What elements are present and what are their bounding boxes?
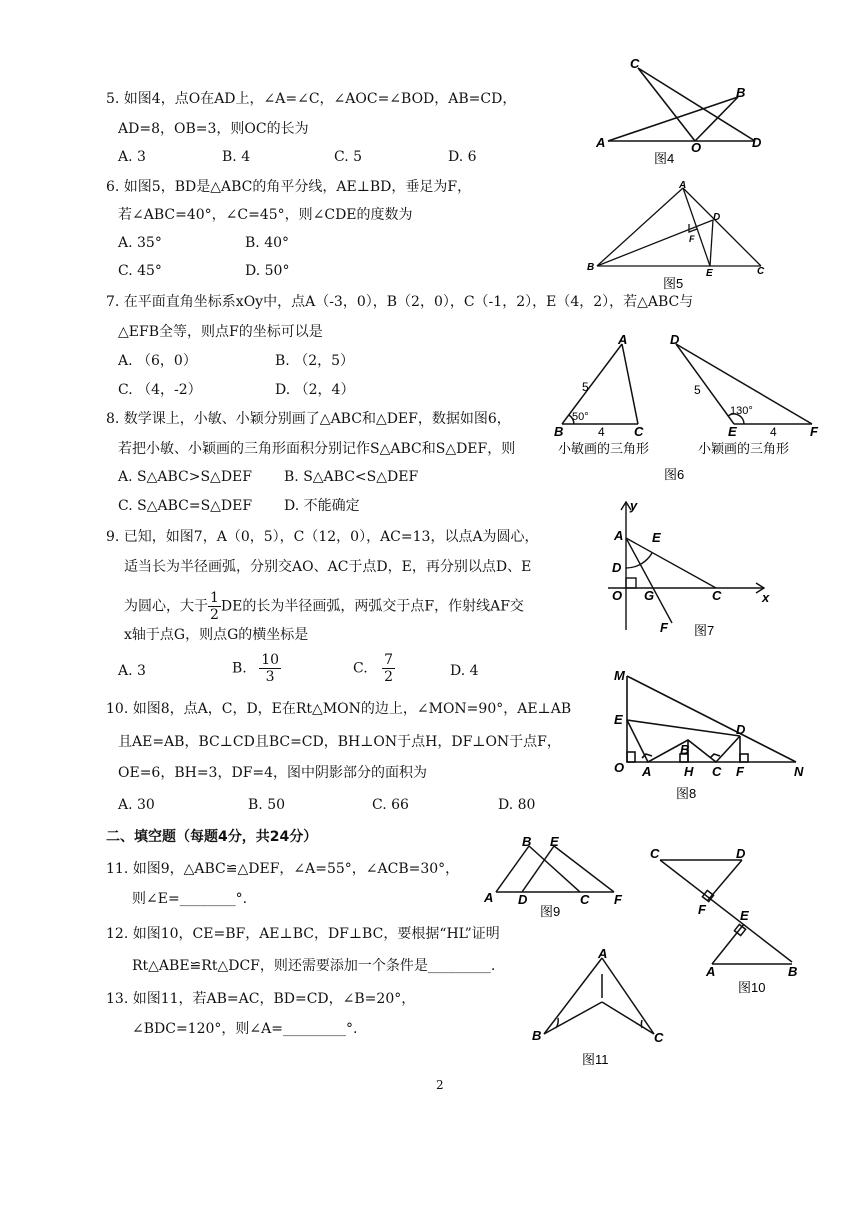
svg-text:E: E — [614, 712, 623, 727]
svg-text:C: C — [712, 588, 722, 603]
q10-opt-b: B. 50 — [248, 797, 286, 813]
svg-text:A: A — [679, 180, 687, 191]
svg-text:A: A — [596, 135, 606, 150]
svg-text:D: D — [670, 332, 680, 347]
q8-opt-d: D. 不能确定 — [284, 498, 360, 514]
svg-text:G: G — [644, 588, 655, 603]
svg-text:F: F — [689, 234, 695, 244]
svg-text:N: N — [794, 764, 804, 779]
fig9-caption: 图9 — [540, 904, 561, 919]
q10-opt-d: D. 80 — [498, 797, 536, 813]
q6-line2: 若∠ABC=40°，∠C=45°，则∠CDE的度数为 — [118, 207, 413, 223]
figure-7 — [604, 498, 779, 643]
svg-text:x: x — [762, 590, 770, 605]
svg-text:E: E — [728, 424, 737, 439]
q9-line3-a: 为圆心，大于 — [124, 598, 208, 615]
svg-text:C: C — [630, 56, 640, 71]
svg-text:A: A — [614, 528, 624, 543]
fig6-caption: 图6 — [664, 467, 685, 482]
svg-text:M: M — [614, 668, 625, 683]
fig6-label-50: 50° — [572, 411, 589, 423]
svg-text:B: B — [554, 424, 564, 439]
svg-text:F: F — [810, 424, 818, 439]
q7-opt-b: B. （2，5） — [275, 353, 355, 369]
svg-text:H: H — [684, 764, 694, 779]
svg-text:O: O — [691, 140, 702, 155]
svg-text:D: D — [736, 722, 746, 737]
svg-text:O: O — [614, 760, 625, 775]
q6-line1: 6. 如图5，BD是△ABC的角平分线，AE⊥BD，垂足为F， — [106, 179, 472, 195]
svg-text:F: F — [698, 902, 706, 917]
q13-line1: 13. 如图11，若AB=AC，BD=CD，∠B=20°， — [106, 991, 416, 1007]
svg-text:B: B — [522, 834, 532, 849]
q11-line1: 11. 如图9，△ABC≌△DEF，∠A=55°，∠ACB=30°， — [106, 861, 460, 877]
q9-fraction: $\frac{1}{2}$ — [210, 590, 219, 623]
q5-line1: 5. 如图4，点O在AD上，∠A=∠C，∠AOC=∠BOD，AB=CD， — [106, 91, 517, 107]
q6-opt-a: A. 35° — [118, 235, 162, 251]
svg-text:D: D — [713, 212, 721, 223]
figure-9 — [484, 832, 634, 920]
q7-opt-a: A. （6，0） — [118, 353, 197, 369]
fig7-caption: 图7 — [694, 623, 715, 638]
svg-text:F: F — [660, 620, 668, 635]
q10-opt-c: C. 66 — [372, 797, 409, 813]
q12-line2: Rt△ABE≌Rt△DCF，则还需要添加一个条件是_________. — [132, 958, 496, 974]
fig6-label-5-right: 5 — [694, 383, 701, 397]
fig6-right-caption: 小颖画的三角形 — [698, 441, 790, 456]
q5-line2: AD=8，OB=3，则OC的长为 — [118, 121, 309, 137]
q9-line1: 9. 已知，如图7，A（0，5），C（12，0），AC=13，以点A为圆心， — [106, 529, 539, 545]
q5-opt-a: A. 3 — [118, 149, 146, 165]
q6-opt-c: C. 45° — [118, 263, 162, 279]
svg-text:O: O — [612, 588, 623, 603]
svg-text:F: F — [614, 892, 622, 907]
section-title-fill-in: 二、填空题（每题4分，共24分） — [106, 829, 318, 845]
svg-text:F: F — [736, 764, 744, 779]
fig6-label-4-right: 4 — [770, 425, 777, 439]
q7-opt-c: C. （4，-2） — [118, 382, 202, 398]
figure-4 — [590, 55, 770, 170]
q10-line2: 且AE=AB，BC⊥CD且BC=CD，BH⊥ON于点H，DF⊥ON于点F， — [118, 734, 561, 750]
svg-text:D: D — [518, 892, 528, 907]
fig6-left-caption: 小敏画的三角形 — [558, 441, 650, 456]
svg-text:E: E — [550, 834, 559, 849]
svg-text:D: D — [612, 560, 622, 575]
q7-opt-d: D. （2，4） — [275, 382, 355, 398]
fig5-caption: 图5 — [663, 276, 684, 291]
figure-8 — [608, 664, 813, 809]
svg-text:B: B — [736, 85, 746, 100]
q9-opt-a: A. 3 — [118, 663, 146, 679]
svg-text:C: C — [580, 892, 590, 907]
svg-text:B: B — [788, 964, 798, 979]
q7-line2: △EFB全等，则点F的坐标可以是 — [118, 324, 323, 340]
figure-5 — [585, 178, 780, 293]
q9-line3 — [124, 590, 524, 623]
svg-text:D: D — [752, 135, 762, 150]
q6-opt-b: B. 40° — [245, 235, 290, 251]
svg-text:B: B — [680, 742, 690, 757]
fig6-label-130: 130° — [730, 405, 753, 417]
page-number: 2 — [436, 1078, 444, 1092]
q9-line3-b: DE的长为半径画弧，两弧交于点F，作射线AF交 — [220, 598, 524, 615]
svg-text:C: C — [757, 266, 765, 277]
svg-text:C: C — [654, 1030, 664, 1045]
figure-11 — [528, 948, 678, 1073]
q13-line2: ∠BDC=120°，则∠A=_________°. — [132, 1021, 358, 1037]
q8-line1: 8. 数学课上，小敏、小颖分别画了△ABC和△DEF，数据如图6， — [106, 411, 511, 427]
q5-opt-d: D. 6 — [448, 149, 477, 165]
svg-text:B: B — [532, 1028, 542, 1043]
q9-line4: x轴于点G，则点G的横坐标是 — [124, 627, 309, 643]
svg-text:B: B — [587, 262, 595, 273]
fig4-caption: 图4 — [654, 151, 675, 166]
svg-text:A: A — [618, 332, 628, 347]
q5-opt-c: C. 5 — [334, 149, 363, 165]
svg-text:A: A — [598, 946, 608, 961]
q9-opt-c: C. $\frac{7}{2}$ — [353, 652, 394, 685]
fig11-caption: 图11 — [582, 1052, 609, 1067]
q12-line1: 12. 如图10，CE=BF，AE⊥BC，DF⊥BC，要根据“HL”证明 — [106, 926, 500, 942]
svg-text:A: A — [706, 964, 716, 979]
fig10-caption: 图10 — [738, 980, 766, 995]
q8-line2: 若把小敏、小颖画的三角形面积分别记作S△ABC和S△DEF，则 — [118, 441, 516, 457]
svg-text:E: E — [740, 908, 749, 923]
q10-line1: 10. 如图8，点A，C，D，E在Rt△MON的边上，∠MON=90°，AE⊥AB — [106, 701, 572, 717]
q10-opt-a: A. 30 — [118, 797, 155, 813]
figure-6 — [548, 332, 838, 486]
fig6-label-5-left: 5 — [582, 380, 589, 394]
q9-opt-b: B. $\frac{10}{3}$ — [232, 652, 280, 685]
svg-text:C: C — [712, 764, 722, 779]
q10-line3: OE=6，BH=3，DF=4，图中阴影部分的面积为 — [118, 765, 428, 781]
q8-opt-a: A. S△ABC>S△DEF — [118, 469, 252, 485]
svg-text:E: E — [652, 530, 661, 545]
svg-text:y: y — [630, 498, 638, 513]
svg-text:A: A — [484, 890, 494, 905]
q9-line2: 适当长为半径画弧，分别交AO、AC于点D，E，再分别以点D、E — [124, 559, 532, 575]
fig8-caption: 图8 — [676, 786, 697, 801]
q8-opt-c: C. S△ABC=S△DEF — [118, 498, 253, 514]
q8-opt-b: B. S△ABC<S△DEF — [284, 469, 419, 485]
q11-line2: 则∠E=________°. — [132, 891, 248, 907]
svg-text:C: C — [650, 846, 660, 861]
svg-text:C: C — [634, 424, 644, 439]
q5-opt-b: B. 4 — [222, 149, 251, 165]
svg-text:A: A — [642, 764, 652, 779]
q9-opt-d: D. 4 — [450, 663, 479, 679]
q6-opt-d: D. 50° — [245, 263, 290, 279]
svg-text:E: E — [706, 268, 713, 279]
fig6-label-4-left: 4 — [598, 425, 605, 439]
q7-line1: 7. 在平面直角坐标系xOy中，点A（-3，0），B（2，0），C（-1，2），E（4，2），若△ABC与 — [106, 294, 694, 310]
svg-text:D: D — [736, 846, 746, 861]
